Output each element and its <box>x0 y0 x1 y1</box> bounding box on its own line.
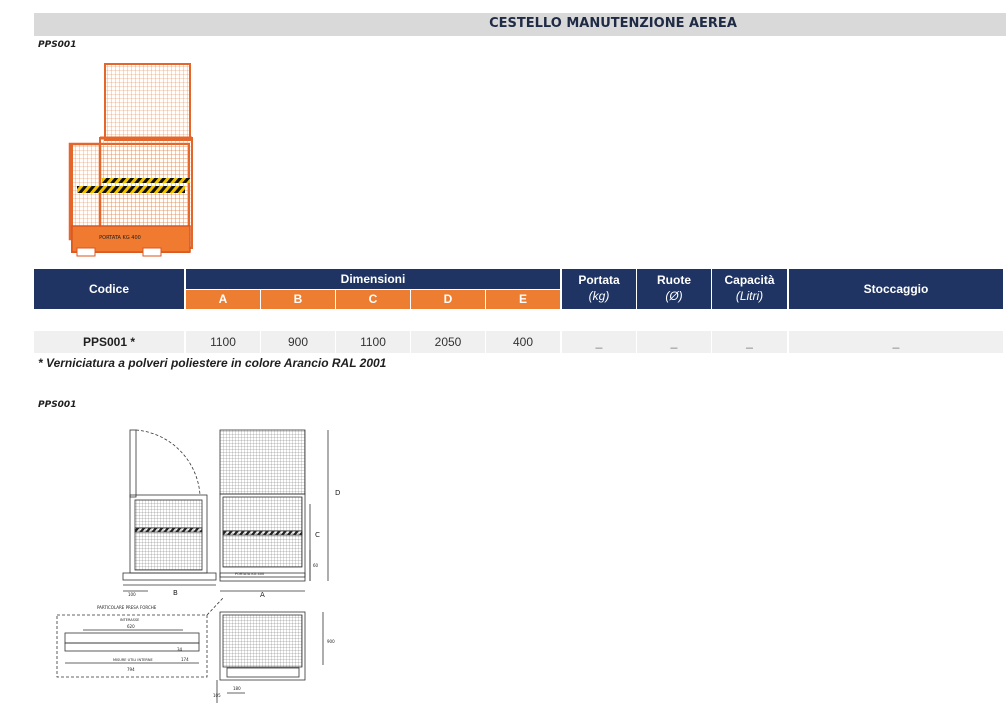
dim-174-label: 174 <box>181 657 189 662</box>
header-capacita <box>712 269 787 309</box>
product-photo <box>55 58 205 263</box>
header-portata <box>562 269 636 309</box>
row-dim-c: 1100 <box>336 331 410 353</box>
header-capacita-label: Capacità <box>724 273 775 287</box>
dim-100-label: 100 <box>128 592 136 597</box>
row-ruote: _ <box>637 331 711 353</box>
dim-105-label: 105 <box>213 693 221 698</box>
header-codice-label: Codice <box>88 282 129 296</box>
interasse-label: INTERASSE <box>120 618 140 622</box>
header-dimensioni <box>186 269 560 289</box>
dim-900-label: 900 <box>327 639 335 644</box>
title-bar <box>34 13 1006 36</box>
label-c: C <box>315 531 320 539</box>
finish-note: * Verniciatura a polveri poliestere in colore Arancio RAL 2001 <box>38 356 387 370</box>
row-codice: PPS001 * <box>34 331 184 353</box>
header-ruote-unit: (Ø) <box>665 289 683 303</box>
header-portata-label: Portata <box>578 273 620 287</box>
row-dim-b: 900 <box>261 331 335 353</box>
label-d: D <box>335 489 341 497</box>
header-stoccaggio <box>789 269 1003 309</box>
label-b: B <box>173 589 178 597</box>
row-dim-d: 2050 <box>411 331 485 353</box>
photo-plate-text: PORTATA KG 400 <box>99 235 141 241</box>
header-portata-unit: (kg) <box>588 289 610 303</box>
product-code-label: PPS001 <box>38 40 77 50</box>
header-stoccaggio-label: Stoccaggio <box>863 282 929 296</box>
row-dim-a: 1100 <box>186 331 260 353</box>
page-title: CESTELLO MANUTENZIONE AEREA <box>489 16 737 31</box>
header-ruote <box>637 269 711 309</box>
header-capacita-unit: (Litri) <box>735 289 764 303</box>
technical-drawing <box>55 425 345 707</box>
header-codice <box>34 269 184 309</box>
dim-header-a: A <box>186 290 260 309</box>
label-a: A <box>260 591 265 599</box>
row-dim-e: 400 <box>486 331 560 353</box>
dim-header-b: B <box>261 290 335 309</box>
header-ruote-label: Ruote <box>657 273 691 287</box>
dim-34-label: 34 <box>177 647 183 652</box>
product-code-label-drawing: PPS001 <box>38 400 77 410</box>
header-dimensioni-label: Dimensioni <box>340 272 406 286</box>
dim-header-d: D <box>411 290 485 309</box>
dim-header-c: C <box>336 290 410 309</box>
dim-620-label: 620 <box>127 624 135 629</box>
dim-180-label: 180 <box>233 686 241 691</box>
dim-header-e: E <box>486 290 560 309</box>
row-stoccaggio: _ <box>789 331 1003 353</box>
drawing-plate-text: PORTATA KG 400 <box>235 572 265 576</box>
dim-794-label: 794 <box>127 667 135 672</box>
dim-60-label: 60 <box>313 563 319 568</box>
misure-label: MISURE UTILI INTERNE <box>113 658 153 662</box>
row-capacita: _ <box>712 331 787 353</box>
row-portata: _ <box>562 331 636 353</box>
fork-detail-title: PARTICOLARE PRESA FORCHE <box>97 605 157 610</box>
